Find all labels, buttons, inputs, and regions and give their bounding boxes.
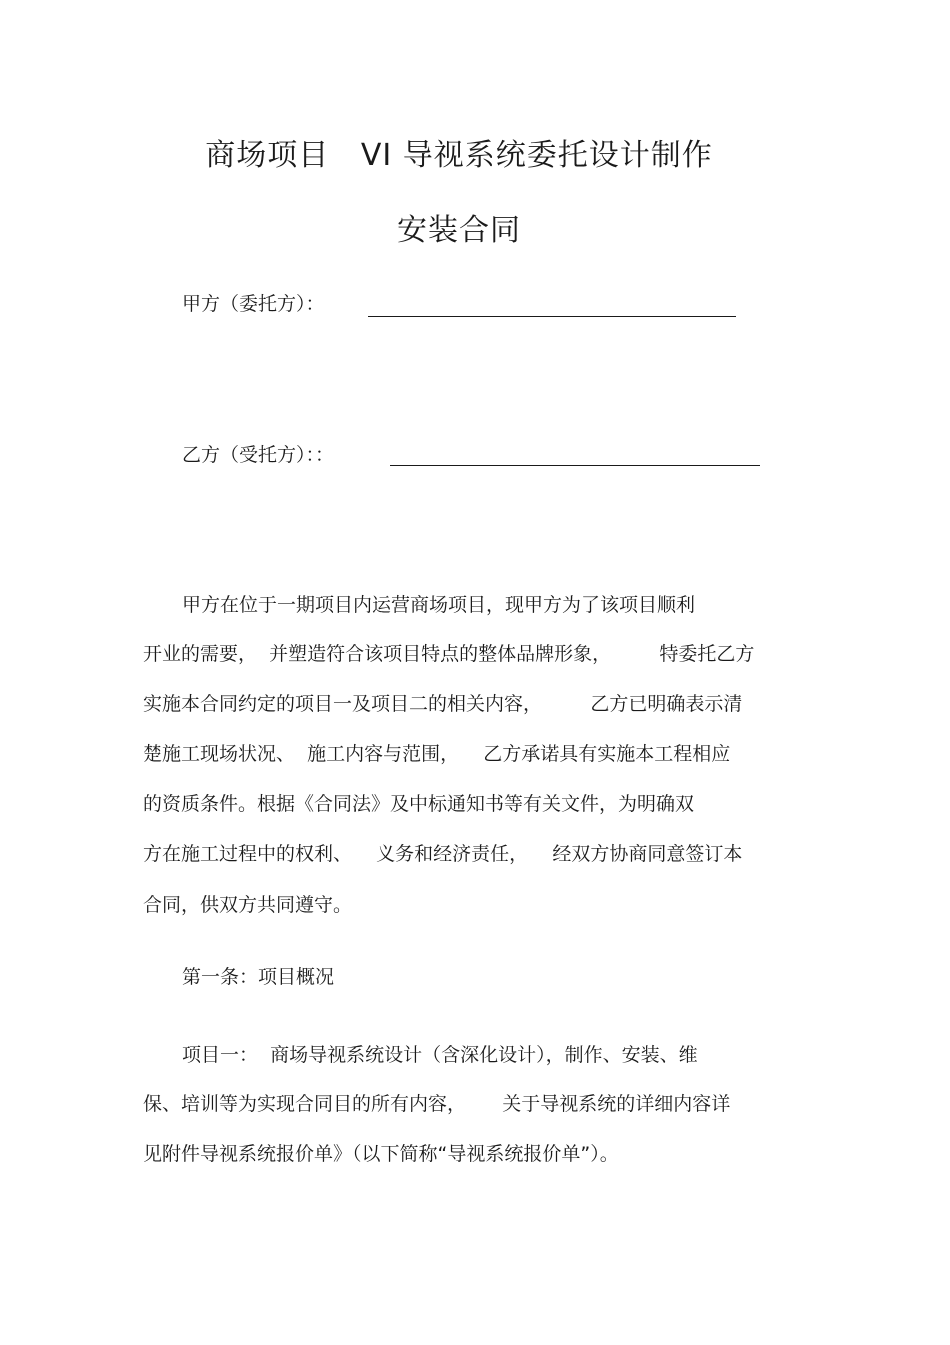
intro-line-7: 合同，供双方共同遵守。 — [143, 894, 353, 916]
article-1-heading: 第一条：项目概况 — [182, 966, 335, 988]
party-b-label: 乙方（受托方）：： — [182, 444, 335, 466]
intro-line-3: 实施本合同约定的项目一及项目二的相关内容， 乙方已明确表示清 — [143, 693, 743, 715]
item-1-line-3: 见附件导视系统报价单》（以下简称“导视系统报价单”）。 — [143, 1143, 619, 1165]
intro-line-6: 方在施工过程中的权利、 义务和经济责任， 经双方协商同意签订本 — [143, 843, 743, 865]
party-a-blank-line — [368, 316, 736, 317]
intro-line-4: 楚施工现场状况、 施工内容与范围， 乙方承诺具有实施本工程相应 — [143, 743, 731, 765]
party-b-blank-line — [390, 465, 760, 466]
item-1-line-1: 项目一： 商场导视系统设计（含深化设计），制作、安装、维 — [182, 1044, 698, 1066]
item-1-line-2: 保、培训等为实现合同目的所有内容， 关于导视系统的详细内容详 — [143, 1093, 731, 1115]
contract-title-line-2: 安装合同 — [397, 213, 521, 248]
intro-line-5: 的资质条件。根据《合同法》及中标通知书等有关文件，为明确双 — [143, 793, 695, 815]
party-a-label: 甲方（委托方）： — [182, 293, 325, 315]
intro-line-2: 开业的需要， 并塑造符合该项目特点的整体品牌形象， 特委托乙方 — [143, 643, 755, 665]
intro-line-1: 甲方在位于一期项目内运营商场项目，现甲方为了该项目顺利 — [182, 594, 696, 616]
contract-title-line-1: 商场项目 VI 导视系统委托设计制作 — [205, 138, 713, 173]
